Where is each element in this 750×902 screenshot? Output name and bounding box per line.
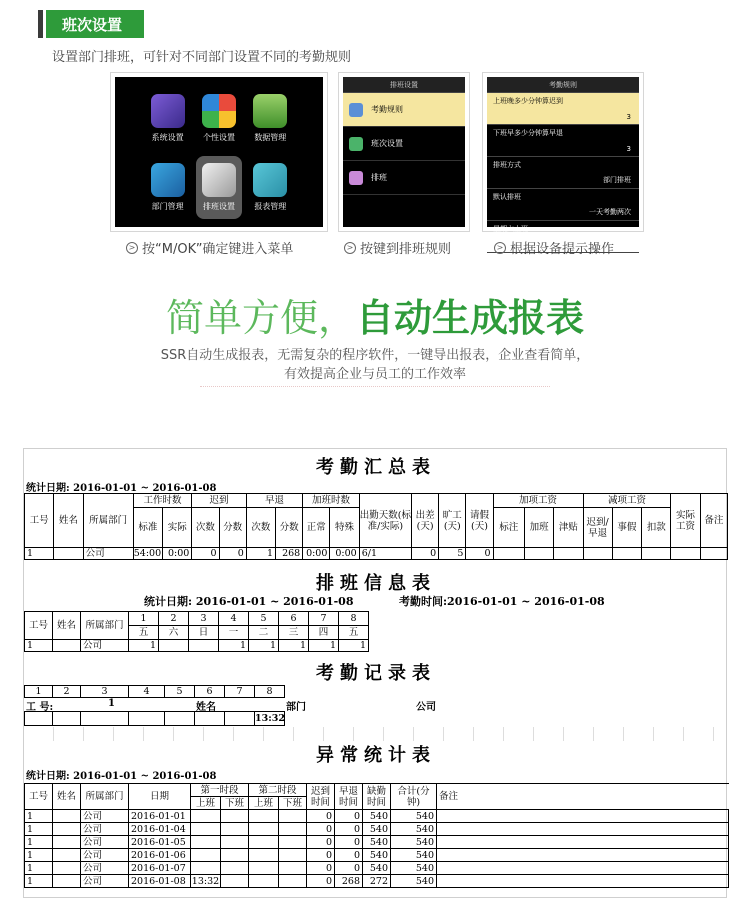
- divider: [200, 386, 550, 396]
- col-header: 早退时间: [335, 784, 363, 810]
- caption-1: > 按“M/OK”确定键进入菜单: [126, 238, 293, 257]
- menu-item-report: 报表管理: [248, 156, 293, 219]
- report-icon: [253, 163, 287, 197]
- shift-table: [24, 611, 729, 652]
- device-screen: [115, 77, 323, 227]
- anomaly-rows: [24, 809, 729, 888]
- arrow-right-icon: >: [344, 242, 356, 254]
- col-header: 出差(天): [412, 494, 439, 548]
- schedule-icon: [202, 163, 236, 197]
- sub-header: 下班: [279, 797, 307, 810]
- col-header: 日期: [129, 784, 191, 810]
- anomaly-title: 异常统计表: [316, 745, 436, 766]
- department-icon: [151, 163, 185, 197]
- col-header: 工号: [25, 612, 53, 640]
- menu-item-personal: 个性设置: [196, 87, 241, 150]
- col-header: 旷工(天): [439, 494, 466, 548]
- menu-item-data: 数据管理: [248, 87, 293, 150]
- device-screenshot-menu: [110, 72, 328, 232]
- table-row: 1 公司 2016-01-01 0 0 540 540: [25, 810, 729, 823]
- group-header: 加班时数: [303, 494, 359, 508]
- group-header: 减项工资: [583, 494, 671, 508]
- table-row: 1 公司 54:00 0:00 0 0 1 268 0:00 0:00 6/1 0 5 0: [25, 548, 728, 560]
- record-dept-value: 公司: [416, 702, 436, 713]
- weekday-header: 四: [309, 626, 339, 640]
- caption-2: > 按键到排班规则: [344, 238, 451, 257]
- grid-filler: [24, 727, 728, 741]
- col-header: 姓名: [53, 612, 81, 640]
- sub-header: 上班: [249, 797, 279, 810]
- data-management-icon: [253, 94, 287, 128]
- table-row: 1 公司 2016-01-06 0 0 540 540: [25, 849, 729, 862]
- device-screenshot-rules: [482, 72, 644, 232]
- col-header: 实际: [163, 508, 192, 548]
- shift-icon: [349, 137, 363, 151]
- anomaly-table: [24, 783, 729, 810]
- record-dept-label: 部门: [286, 702, 306, 713]
- table-row: 1 公司 2016-01-07 0 0 540 540: [25, 862, 729, 875]
- menu-item-schedule: 排班设置: [196, 156, 241, 219]
- weekday-header: 五: [339, 626, 369, 640]
- day-header: 6: [279, 612, 309, 626]
- record-table: [24, 685, 729, 698]
- rule-row: 下班早多少分钟算早退 3: [487, 125, 639, 157]
- summary-table: [24, 493, 728, 560]
- group-header: 加项工资: [493, 494, 583, 508]
- col-header: 姓名: [53, 784, 81, 810]
- day-header: 2: [53, 686, 81, 698]
- device-screen: [487, 77, 639, 233]
- summary-date: 统计日期: 2016-01-01 ~ 2016-01-08: [26, 483, 217, 494]
- col-header: 特殊: [330, 508, 359, 548]
- section-header: [38, 10, 144, 38]
- group-header: 早退: [246, 494, 302, 508]
- weekday-header: 三: [279, 626, 309, 640]
- rule-icon: [349, 103, 363, 117]
- col-header: 工号: [25, 784, 53, 810]
- day-header: 1: [129, 612, 159, 626]
- record-time-table: [24, 711, 729, 726]
- list-item: 排班: [343, 161, 465, 195]
- arrow-right-icon: >: [126, 242, 138, 254]
- shift-title: 排班信息表: [316, 573, 436, 594]
- calendar-icon: [349, 171, 363, 185]
- col-header: 加班: [524, 508, 553, 548]
- day-header: 8: [255, 686, 285, 698]
- record-id-label: 工 号:: [26, 702, 54, 713]
- col-header: 出勤天数(标准/实际): [359, 494, 411, 548]
- weekday-header: 五: [129, 626, 159, 640]
- col-header: 标准: [133, 508, 162, 548]
- group-header: 第二时段: [249, 784, 307, 797]
- day-header: 3: [81, 686, 129, 698]
- description-line-2: 有效提高企业与员工的工作效率: [283, 367, 466, 382]
- col-header: 扣款: [642, 508, 671, 548]
- record-name-label: 姓名: [196, 702, 216, 713]
- record-title: 考勤记录表: [316, 663, 436, 684]
- col-header: 合计(分钟): [391, 784, 437, 810]
- group-header: 迟到: [192, 494, 246, 508]
- screen-title: 考勤规则: [487, 77, 639, 93]
- sub-header: 下班: [221, 797, 249, 810]
- record-id-value: 1: [108, 698, 115, 709]
- table-row: 1 公司 2016-01-05 0 0 540 540: [25, 836, 729, 849]
- device-screenshot-schedule: [338, 72, 470, 232]
- list-item: 考勤规则: [343, 93, 465, 127]
- col-header: 分数: [219, 508, 246, 548]
- table-row: [25, 712, 729, 726]
- weekday-header: 二: [249, 626, 279, 640]
- col-header: 分数: [276, 508, 303, 548]
- group-header: 第一时段: [191, 784, 249, 797]
- slogan: 简单方便，自动生成报表: [165, 296, 585, 340]
- shift-date: 统计日期: 2016-01-01 ~ 2016-01-08: [144, 595, 354, 608]
- summary-title: 考勤汇总表: [316, 457, 436, 478]
- day-header: 4: [219, 612, 249, 626]
- table-row: 1 公司 2016-01-04 0 0 540 540: [25, 823, 729, 836]
- day-header: 4: [129, 686, 165, 698]
- col-header: 工号: [25, 494, 54, 548]
- punch-time: 13:32: [255, 713, 285, 724]
- col-header: 备注: [700, 494, 727, 548]
- col-header: 津贴: [554, 508, 583, 548]
- col-header: 迟到时间: [307, 784, 335, 810]
- weekday-header: 一: [219, 626, 249, 640]
- day-header: 2: [159, 612, 189, 626]
- day-header: 6: [195, 686, 225, 698]
- anomaly-date: 统计日期: 2016-01-01 ~ 2016-01-08: [26, 771, 217, 782]
- col-header: 迟到/早退: [583, 508, 612, 548]
- report-sample: [23, 448, 727, 898]
- day-header: 7: [225, 686, 255, 698]
- description-line-1: SSR自动生成报表，无需复杂的程序软件，一键导出报表，企业查看简单，: [160, 348, 590, 363]
- table-row: 1 公司 2016-01-08 13:32 0 268 272 540: [25, 875, 729, 888]
- rule-row: 星期六上班: [487, 221, 639, 253]
- rule-row: 默认排班 一天考勤两次: [487, 189, 639, 221]
- system-settings-icon: [151, 94, 185, 128]
- arrow-right-icon: >: [494, 242, 506, 254]
- menu-item-department: 部门管理: [145, 156, 190, 219]
- weekday-header: 六: [159, 626, 189, 640]
- col-header: 所属部门: [81, 612, 129, 640]
- day-header: 3: [189, 612, 219, 626]
- shift-time: 考勤时间:2016-01-01 ~ 2016-01-08: [399, 595, 605, 608]
- table-row: 1 公司 1 1 1 1 1 1: [25, 640, 729, 652]
- rule-row: 排班方式 部门排班: [487, 157, 639, 189]
- col-header: 备注: [437, 784, 729, 810]
- sub-header: 上班: [191, 797, 221, 810]
- caption-3: > 根据设备提示操作: [494, 238, 614, 257]
- group-header: 工作时数: [133, 494, 192, 508]
- day-header: 8: [339, 612, 369, 626]
- col-header: 姓名: [54, 494, 83, 548]
- day-header: 7: [309, 612, 339, 626]
- day-header: 5: [249, 612, 279, 626]
- col-header: 事假: [612, 508, 641, 548]
- col-header: 所属部门: [81, 784, 129, 810]
- col-header: 标注: [493, 508, 524, 548]
- col-header: 次数: [192, 508, 219, 548]
- device-screen: [343, 77, 465, 227]
- menu-item-system: 系统设置: [145, 87, 190, 150]
- weekday-header: 日: [189, 626, 219, 640]
- day-header: 5: [165, 686, 195, 698]
- col-header: 次数: [246, 508, 275, 548]
- personal-settings-icon: [202, 94, 236, 128]
- day-header: 1: [25, 686, 53, 698]
- section-subtitle: 设置部门排班，可针对不同部门设置不同的考勤规则: [52, 50, 352, 65]
- rule-row: 上班晚多少分钟算迟到 3: [487, 93, 639, 125]
- list-item: 班次设置: [343, 127, 465, 161]
- col-header: 缺勤时间: [363, 784, 391, 810]
- col-header: 实际工资: [671, 494, 700, 548]
- screen-title: 排班设置: [343, 77, 465, 93]
- col-header: 请假(天): [466, 494, 493, 548]
- col-header: 所属部门: [83, 494, 133, 548]
- section-title: 班次设置: [46, 10, 144, 38]
- header-bar: [38, 10, 43, 38]
- col-header: 正常: [303, 508, 330, 548]
